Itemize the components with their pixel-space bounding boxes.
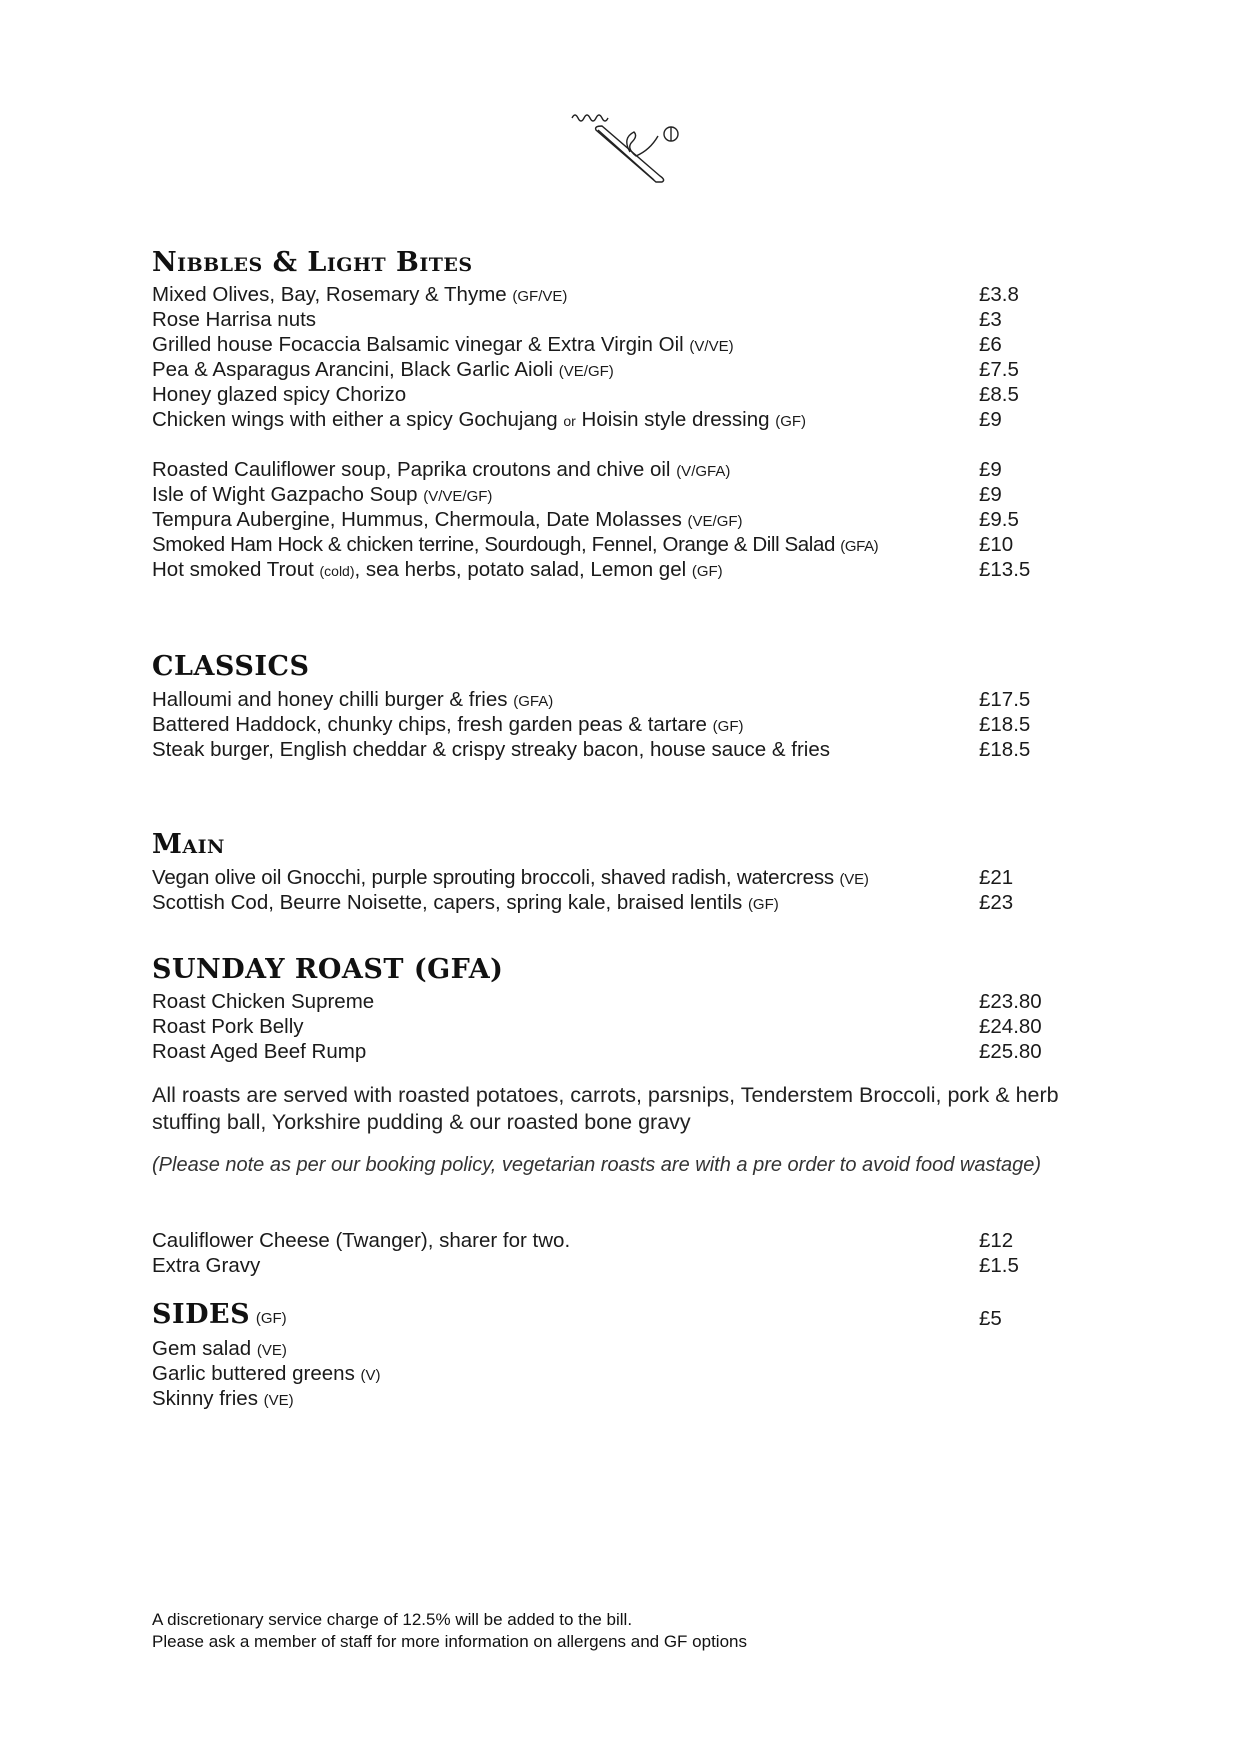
menu-item: Roast Pork Belly £24.80 [152, 1015, 1042, 1038]
price: £9 [979, 458, 1002, 481]
menu-item: Chicken wings with either a spicy Gochujang or Hoisin style dressing (GF) £9 [152, 408, 1002, 431]
menu-item: Rose Harrisa nuts £3 [152, 308, 1002, 331]
price: £3.8 [979, 283, 1019, 306]
menu-item: Mixed Olives, Bay, Rosemary & Thyme (GF/VE) £3.8 [152, 283, 1019, 306]
menu-item: Roasted Cauliflower soup, Paprika croutons and chive oil (V/GFA) £9 [152, 458, 1002, 481]
section-title-main: Main [152, 829, 225, 860]
roast-description: All roasts are served with roasted potatoes, carrots, parsnips, Tenderstem Broccoli, pork & herb stuffing ball, Yorkshire pudding & our roasted bone gravy [152, 1083, 1059, 1134]
section-title-nibbles: Nibbles & Light Bites [152, 247, 473, 278]
menu-item: Isle of Wight Gazpacho Soup (V/VE/GF) £9 [152, 483, 1002, 506]
price: £10 [979, 533, 1014, 556]
menu-item: Halloumi and honey chilli burger & fries (GFA) £17.5 [152, 688, 1031, 711]
price: £3 [979, 308, 1002, 331]
price: £8.5 [979, 383, 1019, 406]
menu-item: Extra Gravy £1.5 [152, 1254, 1019, 1277]
menu-item: Gem salad (VE) [152, 1337, 287, 1360]
price: £9.5 [979, 508, 1019, 531]
price: £18.5 [979, 738, 1031, 761]
roast-booking-note: (Please note as per our booking policy, vegetarian roasts are with a pre order to avoid food wastage) [152, 1154, 1042, 1176]
sides-header: SIDES (GF) £5 [152, 1299, 1002, 1330]
menu-item: Smoked Ham Hock & chicken terrine, Sourdough, Fennel, Orange & Dill Salad (GFA) £10 [152, 533, 1014, 556]
price: £9 [979, 408, 1002, 431]
menu-item: Honey glazed spicy Chorizo £8.5 [152, 383, 1019, 406]
menu-item: Garlic buttered greens (V) [152, 1362, 381, 1385]
price: £1.5 [979, 1254, 1019, 1277]
price: £23.80 [979, 990, 1042, 1013]
menu-item: Steak burger, English cheddar & crispy streaky bacon, house sauce & fries £18.5 [152, 738, 1031, 761]
price: £13.5 [979, 558, 1031, 581]
menu-item: Vegan olive oil Gnocchi, purple sprouting broccoli, shaved radish, watercress (VE) £21 [152, 866, 1014, 889]
menu-item: Pea & Asparagus Arancini, Black Garlic Aioli (VE/GF) £7.5 [152, 358, 1019, 381]
menu-item: Roast Chicken Supreme £23.80 [152, 990, 1042, 1013]
corkscrew-logo-icon [568, 108, 688, 188]
menu-item: Battered Haddock, chunky chips, fresh garden peas & tartare (GF) £18.5 [152, 713, 1031, 736]
menu-item: Cauliflower Cheese (Twanger), sharer for two. £12 [152, 1229, 1014, 1252]
menu-item: Scottish Cod, Beurre Noisette, capers, spring kale, braised lentils (GF) £23 [152, 891, 1014, 914]
footer-allergen-note: Please ask a member of staff for more information on allergens and GF options [152, 1632, 747, 1651]
price: £6 [979, 333, 1002, 356]
footer-service-charge: A discretionary service charge of 12.5% will be added to the bill. [152, 1610, 633, 1629]
price: £25.80 [979, 1040, 1042, 1063]
price: £12 [979, 1229, 1014, 1252]
price: £21 [979, 866, 1014, 889]
price: £5 [979, 1307, 1002, 1330]
section-title-classics: CLASSICS [152, 651, 310, 682]
section-title-sides: SIDES [152, 1299, 251, 1330]
section-title-sunday-roast: SUNDAY ROAST (GFA) [152, 954, 504, 985]
price: £18.5 [979, 713, 1031, 736]
price: £23 [979, 891, 1014, 914]
menu-item: Roast Aged Beef Rump £25.80 [152, 1040, 1042, 1063]
price: £7.5 [979, 358, 1019, 381]
menu-item: Hot smoked Trout (cold), sea herbs, potato salad, Lemon gel (GF) £13.5 [152, 558, 1031, 581]
price: £17.5 [979, 688, 1031, 711]
price: £24.80 [979, 1015, 1042, 1038]
price: £9 [979, 483, 1002, 506]
menu-item: Tempura Aubergine, Hummus, Chermoula, Date Molasses (VE/GF) £9.5 [152, 508, 1019, 531]
menu-item: Grilled house Focaccia Balsamic vinegar & Extra Virgin Oil (V/VE) £6 [152, 333, 1002, 356]
menu-item: Skinny fries (VE) [152, 1387, 294, 1410]
